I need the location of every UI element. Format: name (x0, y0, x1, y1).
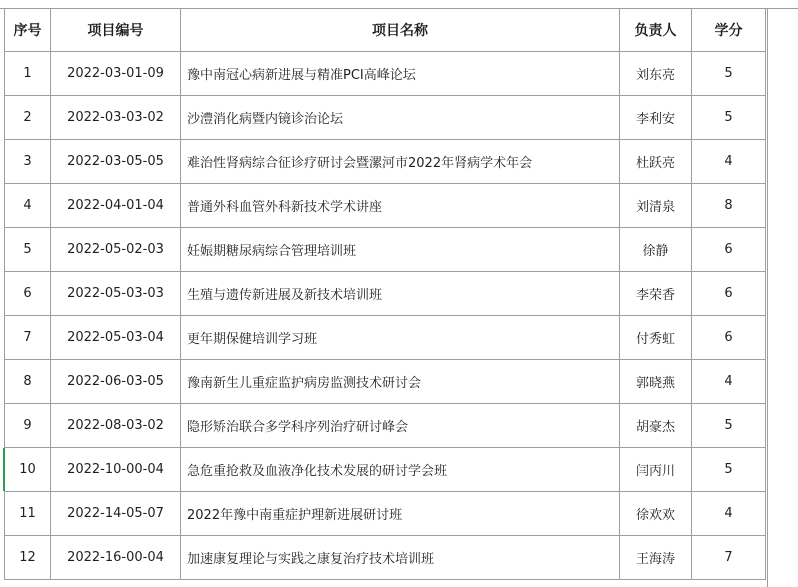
cell-name[interactable]: 2022年豫中南重症护理新进展研讨班 (181, 492, 620, 536)
table-row (5, 140, 766, 184)
cell-name[interactable]: 豫南新生儿重症监护病房监测技术研讨会 (181, 360, 620, 404)
cell-owner[interactable]: 徐欢欢 (620, 492, 692, 536)
cell-credit[interactable]: 4 (692, 360, 766, 404)
cell-credit[interactable]: 7 (692, 536, 766, 580)
cell-code[interactable]: 2022-08-03-02 (51, 404, 181, 448)
cell-code[interactable]: 2022-03-03-02 (51, 96, 181, 140)
table-row (5, 96, 766, 140)
cell-name[interactable]: 难治性肾病综合征诊疗研讨会暨漯河市2022年肾病学术年会 (181, 140, 620, 184)
cell-index[interactable]: 10 (5, 448, 51, 492)
cell-index[interactable]: 2 (5, 96, 51, 140)
table-row (5, 228, 766, 272)
cell-code[interactable]: 2022-05-03-03 (51, 272, 181, 316)
cell-owner[interactable]: 杜跃亮 (620, 140, 692, 184)
cell-code[interactable]: 2022-16-00-04 (51, 536, 181, 580)
header-row (5, 9, 766, 52)
table-row (5, 536, 766, 580)
cell-code[interactable]: 2022-05-02-03 (51, 228, 181, 272)
header-code[interactable]: 项目编号 (51, 9, 181, 52)
cell-credit[interactable]: 5 (692, 404, 766, 448)
cell-code[interactable]: 2022-03-05-05 (51, 140, 181, 184)
cell-owner[interactable]: 刘东亮 (620, 52, 692, 96)
cell-name[interactable]: 妊娠期糖尿病综合管理培训班 (181, 228, 620, 272)
cell-owner[interactable]: 闫丙川 (620, 448, 692, 492)
table-row (5, 404, 766, 448)
cell-name[interactable]: 普通外科血管外科新技术学术讲座 (181, 184, 620, 228)
active-cell-indicator (3, 448, 5, 491)
cell-name[interactable]: 沙澧消化病暨内镜诊治论坛 (181, 96, 620, 140)
cell-owner[interactable]: 付秀虹 (620, 316, 692, 360)
cell-owner[interactable]: 李荣香 (620, 272, 692, 316)
cell-name[interactable]: 生殖与遗传新进展及新技术培训班 (181, 272, 620, 316)
cell-code[interactable]: 2022-03-01-09 (51, 52, 181, 96)
cell-index[interactable]: 11 (5, 492, 51, 536)
project-table (4, 8, 766, 580)
cell-name[interactable]: 更年期保健培训学习班 (181, 316, 620, 360)
table-row (5, 448, 766, 492)
cell-index[interactable]: 12 (5, 536, 51, 580)
cell-name[interactable]: 加速康复理论与实践之康复治疗技术培训班 (181, 536, 620, 580)
table-row (5, 272, 766, 316)
cell-owner[interactable]: 王海涛 (620, 536, 692, 580)
cell-credit[interactable]: 6 (692, 272, 766, 316)
table-row (5, 492, 766, 536)
cell-owner[interactable]: 李利安 (620, 96, 692, 140)
spreadsheet (4, 8, 766, 580)
cell-owner[interactable]: 徐静 (620, 228, 692, 272)
cell-index[interactable]: 5 (5, 228, 51, 272)
cell-owner[interactable]: 刘清泉 (620, 184, 692, 228)
cell-credit[interactable]: 4 (692, 140, 766, 184)
cell-code[interactable]: 2022-04-01-04 (51, 184, 181, 228)
header-credit[interactable]: 学分 (692, 9, 766, 52)
cell-owner[interactable]: 胡豪杰 (620, 404, 692, 448)
cell-credit[interactable]: 5 (692, 448, 766, 492)
cell-credit[interactable]: 5 (692, 52, 766, 96)
cell-owner[interactable]: 郭晓燕 (620, 360, 692, 404)
cell-index[interactable]: 8 (5, 360, 51, 404)
cell-credit[interactable]: 5 (692, 96, 766, 140)
cell-code[interactable]: 2022-05-03-04 (51, 316, 181, 360)
table-row (5, 184, 766, 228)
header-owner[interactable]: 负责人 (620, 9, 692, 52)
cell-code[interactable]: 2022-10-00-04 (51, 448, 181, 492)
cell-index[interactable]: 9 (5, 404, 51, 448)
cell-index[interactable]: 4 (5, 184, 51, 228)
table-row (5, 316, 766, 360)
cell-name[interactable]: 隐形矫治联合多学科序列治疗研讨峰会 (181, 404, 620, 448)
cell-index[interactable]: 7 (5, 316, 51, 360)
cell-index[interactable]: 3 (5, 140, 51, 184)
cell-index[interactable]: 1 (5, 52, 51, 96)
cell-credit[interactable]: 8 (692, 184, 766, 228)
header-name[interactable]: 项目名称 (181, 9, 620, 52)
empty-column[interactable] (767, 8, 798, 587)
cell-name[interactable]: 豫中南冠心病新进展与精准PCI高峰论坛 (181, 52, 620, 96)
cell-index[interactable]: 6 (5, 272, 51, 316)
cell-credit[interactable]: 4 (692, 492, 766, 536)
table-row (5, 52, 766, 96)
header-index[interactable]: 序号 (5, 9, 51, 52)
cell-code[interactable]: 2022-06-03-05 (51, 360, 181, 404)
cell-credit[interactable]: 6 (692, 228, 766, 272)
cell-credit[interactable]: 6 (692, 316, 766, 360)
cell-code[interactable]: 2022-14-05-07 (51, 492, 181, 536)
table-row (5, 360, 766, 404)
cell-name[interactable]: 急危重抢救及血液净化技术发展的研讨学会班 (181, 448, 620, 492)
